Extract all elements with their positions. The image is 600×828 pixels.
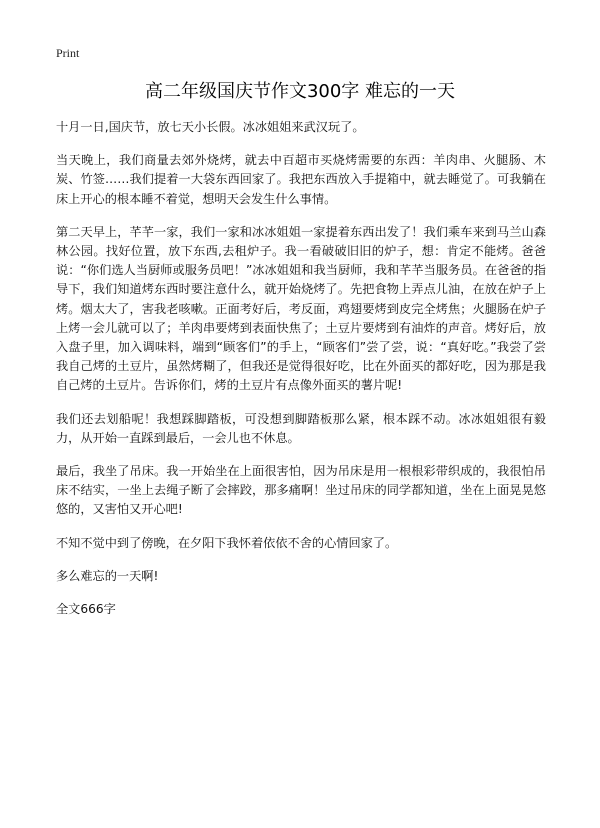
- article-body: [56, 118, 546, 633]
- print-link[interactable]: Print: [56, 46, 80, 60]
- paragraph-4: 我们还去划船呢！我想踩脚踏板，可没想到脚踏板那么紧，根本踩不动。冰冰姐姐很有毅力，从开始一直踩到最后，一会儿也不休息。: [56, 411, 546, 445]
- paragraph-7: 多么难忘的一天啊!: [56, 568, 159, 583]
- article-title: 高二年级国庆节作文300字 难忘的一天: [144, 81, 456, 102]
- paragraph-5: 最后，我坐了吊床。我一开始坐在上面很害怕，因为吊床是用一根根彩带织成的，我很怕吊床不结实，一坐上去绳子断了会摔跤，那多痛啊！坐过吊床的同学都知道，坐在上面晃晃悠悠的，又害怕又开心吧!: [56, 464, 546, 517]
- paragraph-3: 第二天早上，芊芊一家，我们一家和冰冰姐姐一家提着东西出发了！我们乘车来到马兰山森林公园。找好位置，放下东西,去租炉子。我一看破破旧旧的炉子，想：肯定不能烤。爸爸说：“你们选人当厨师或服务员吧！”冰冰姐姐和我当厨师，我和芊芊当服务员。在爸爸的指导下，我们知道烤东西时要注意什么，就开始烧烤了。先把食物上弄点儿油，在放在炉子上烤。烟太大了，害我老咳嗽。正面考好后，考反面，鸡翅要烤到皮完全烤焦；火腿肠在炉子上烤一会儿就可以了；羊肉串要烤到表面快焦了；土豆片要烤到有油炸的声音。烤好后，放入盘子里，加入调味料，端到“顾客们”的手上，“顾客们”尝了尝，说：“真好吃。”我尝了尝我自己烤的土豆片，虽然烤糊了，但我还是觉得很好吃，比在外面买的都好吃，因为那是我自己烤的土豆片。告诉你们，烤的土豆片有点像外面买的薯片呢!: [56, 224, 546, 393]
- word-count: 全文666字: [56, 602, 116, 617]
- paragraph-6: 不知不觉中到了傍晚，在夕阳下我怀着依依不舍的心情回家了。: [56, 535, 398, 550]
- paragraph-1: 十月一日,国庆节，放七天小长假。冰冰姐姐来武汉玩了。: [56, 120, 365, 134]
- paragraph-2: 当天晚上，我们商量去郊外烧烤，就去中百超市买烧烤需要的东西：羊肉串、火腿肠、木炭、竹签……我们提着一大袋东西回家了。我把东西放入手提箱中，就去睡觉了。可我躺在床上开心的根本睡不着觉，想明天会发生什么事情。: [56, 153, 546, 206]
